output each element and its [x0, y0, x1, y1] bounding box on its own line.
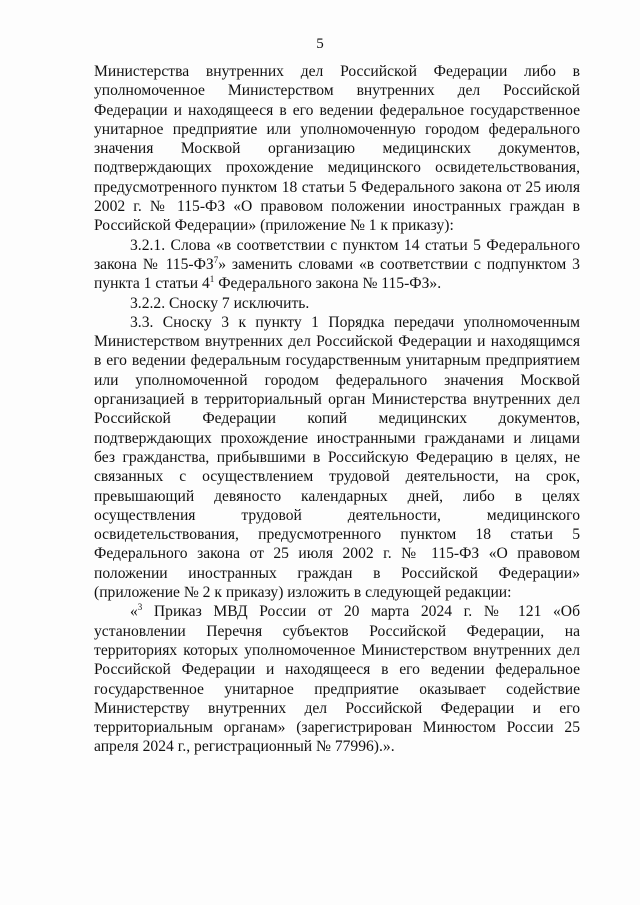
document-body — [94, 62, 580, 757]
superscript-marker: 1 — [209, 274, 215, 285]
footnote-marker: 3 — [137, 602, 143, 613]
paragraph-text: « — [130, 603, 138, 621]
paragraph-text: 3.2.1. Слова «в соответствии с пунктом 14 статьи 5 Федерального закона № 115-ФЗ — [94, 236, 580, 273]
paragraph-continuation: Министерства внутренних дел Российской Федерации либо в уполномоченное Министерством внутренних дел Российской Федерации и находящееся в его ведении федеральное государственное унитарное предприятие или уполномоченную городом федерального значения Москвой организацию медицинских документов, подтверждающих прохождение медицинского освидетельствования, предусмотренного пунктом 18 статьи 5 Федерального закона от 25 июля 2002 г. № 115-ФЗ «О правовом положении иностранных граждан в Российской Федерации» (приложение № 1 к приказу): — [94, 63, 580, 235]
paragraph-3-2-1 — [94, 236, 580, 294]
paragraph-3-3: 3.3. Сноску 3 к пункту 1 Порядка передачи уполномоченным Министерством внутренних дел Российской Федерации и находящимся в его ведении федеральным государственным унитарным предприятием или уполномоченной городом федерального значения Москвой организацией в территориальный орган Министерства внутренних дел Российской Федерации копий медицинских документов, подтверждающих прохождение иностранными гражданами и лицами без гражданства, прибывшими в Российскую Федерацию в целях, не связанных с осуществлением трудовой деятельности, на срок, превышающий девяносто календарных дней, либо в целях осуществления трудовой деятельности, медицинского освидетельствования, предусмотренного пунктом 18 статьи 5 Федерального закона от 25 июля 2002 г. № 115-ФЗ «О правовом положении иностранных граждан в Российской Федерации» (приложение № 2 к приказу) изложить в следующей редакции: — [94, 313, 580, 602]
paragraph-text: » заменить словами «в соответствии с подпунктом 3 пункта 1 статьи 4 — [94, 255, 580, 293]
footnote-marker: 7 — [213, 254, 219, 265]
paragraph-footnote-text — [94, 602, 580, 756]
paragraph-text: Приказ МВД России от 20 марта 2024 г. № 121 «Об установлении Перечня субъектов Российской Федерации, на территориях которых уполномоченное Министерством внутренних дел Российской Федерации и находящееся в его ведении федеральное государственное унитарное предприятие оказывает содействие Министерству внутренних дел Российской Федерации и его территориальным органам» (зарегистрирован Минюстом России 25 апреля 2024 г., регистрационный № 77996).». — [94, 603, 580, 756]
page-number: 5 — [316, 36, 324, 52]
paragraph-text: Федерального закона № 115-ФЗ». — [214, 275, 442, 293]
paragraph-3-2-2: 3.2.2. Сноску 7 исключить. — [130, 294, 310, 312]
